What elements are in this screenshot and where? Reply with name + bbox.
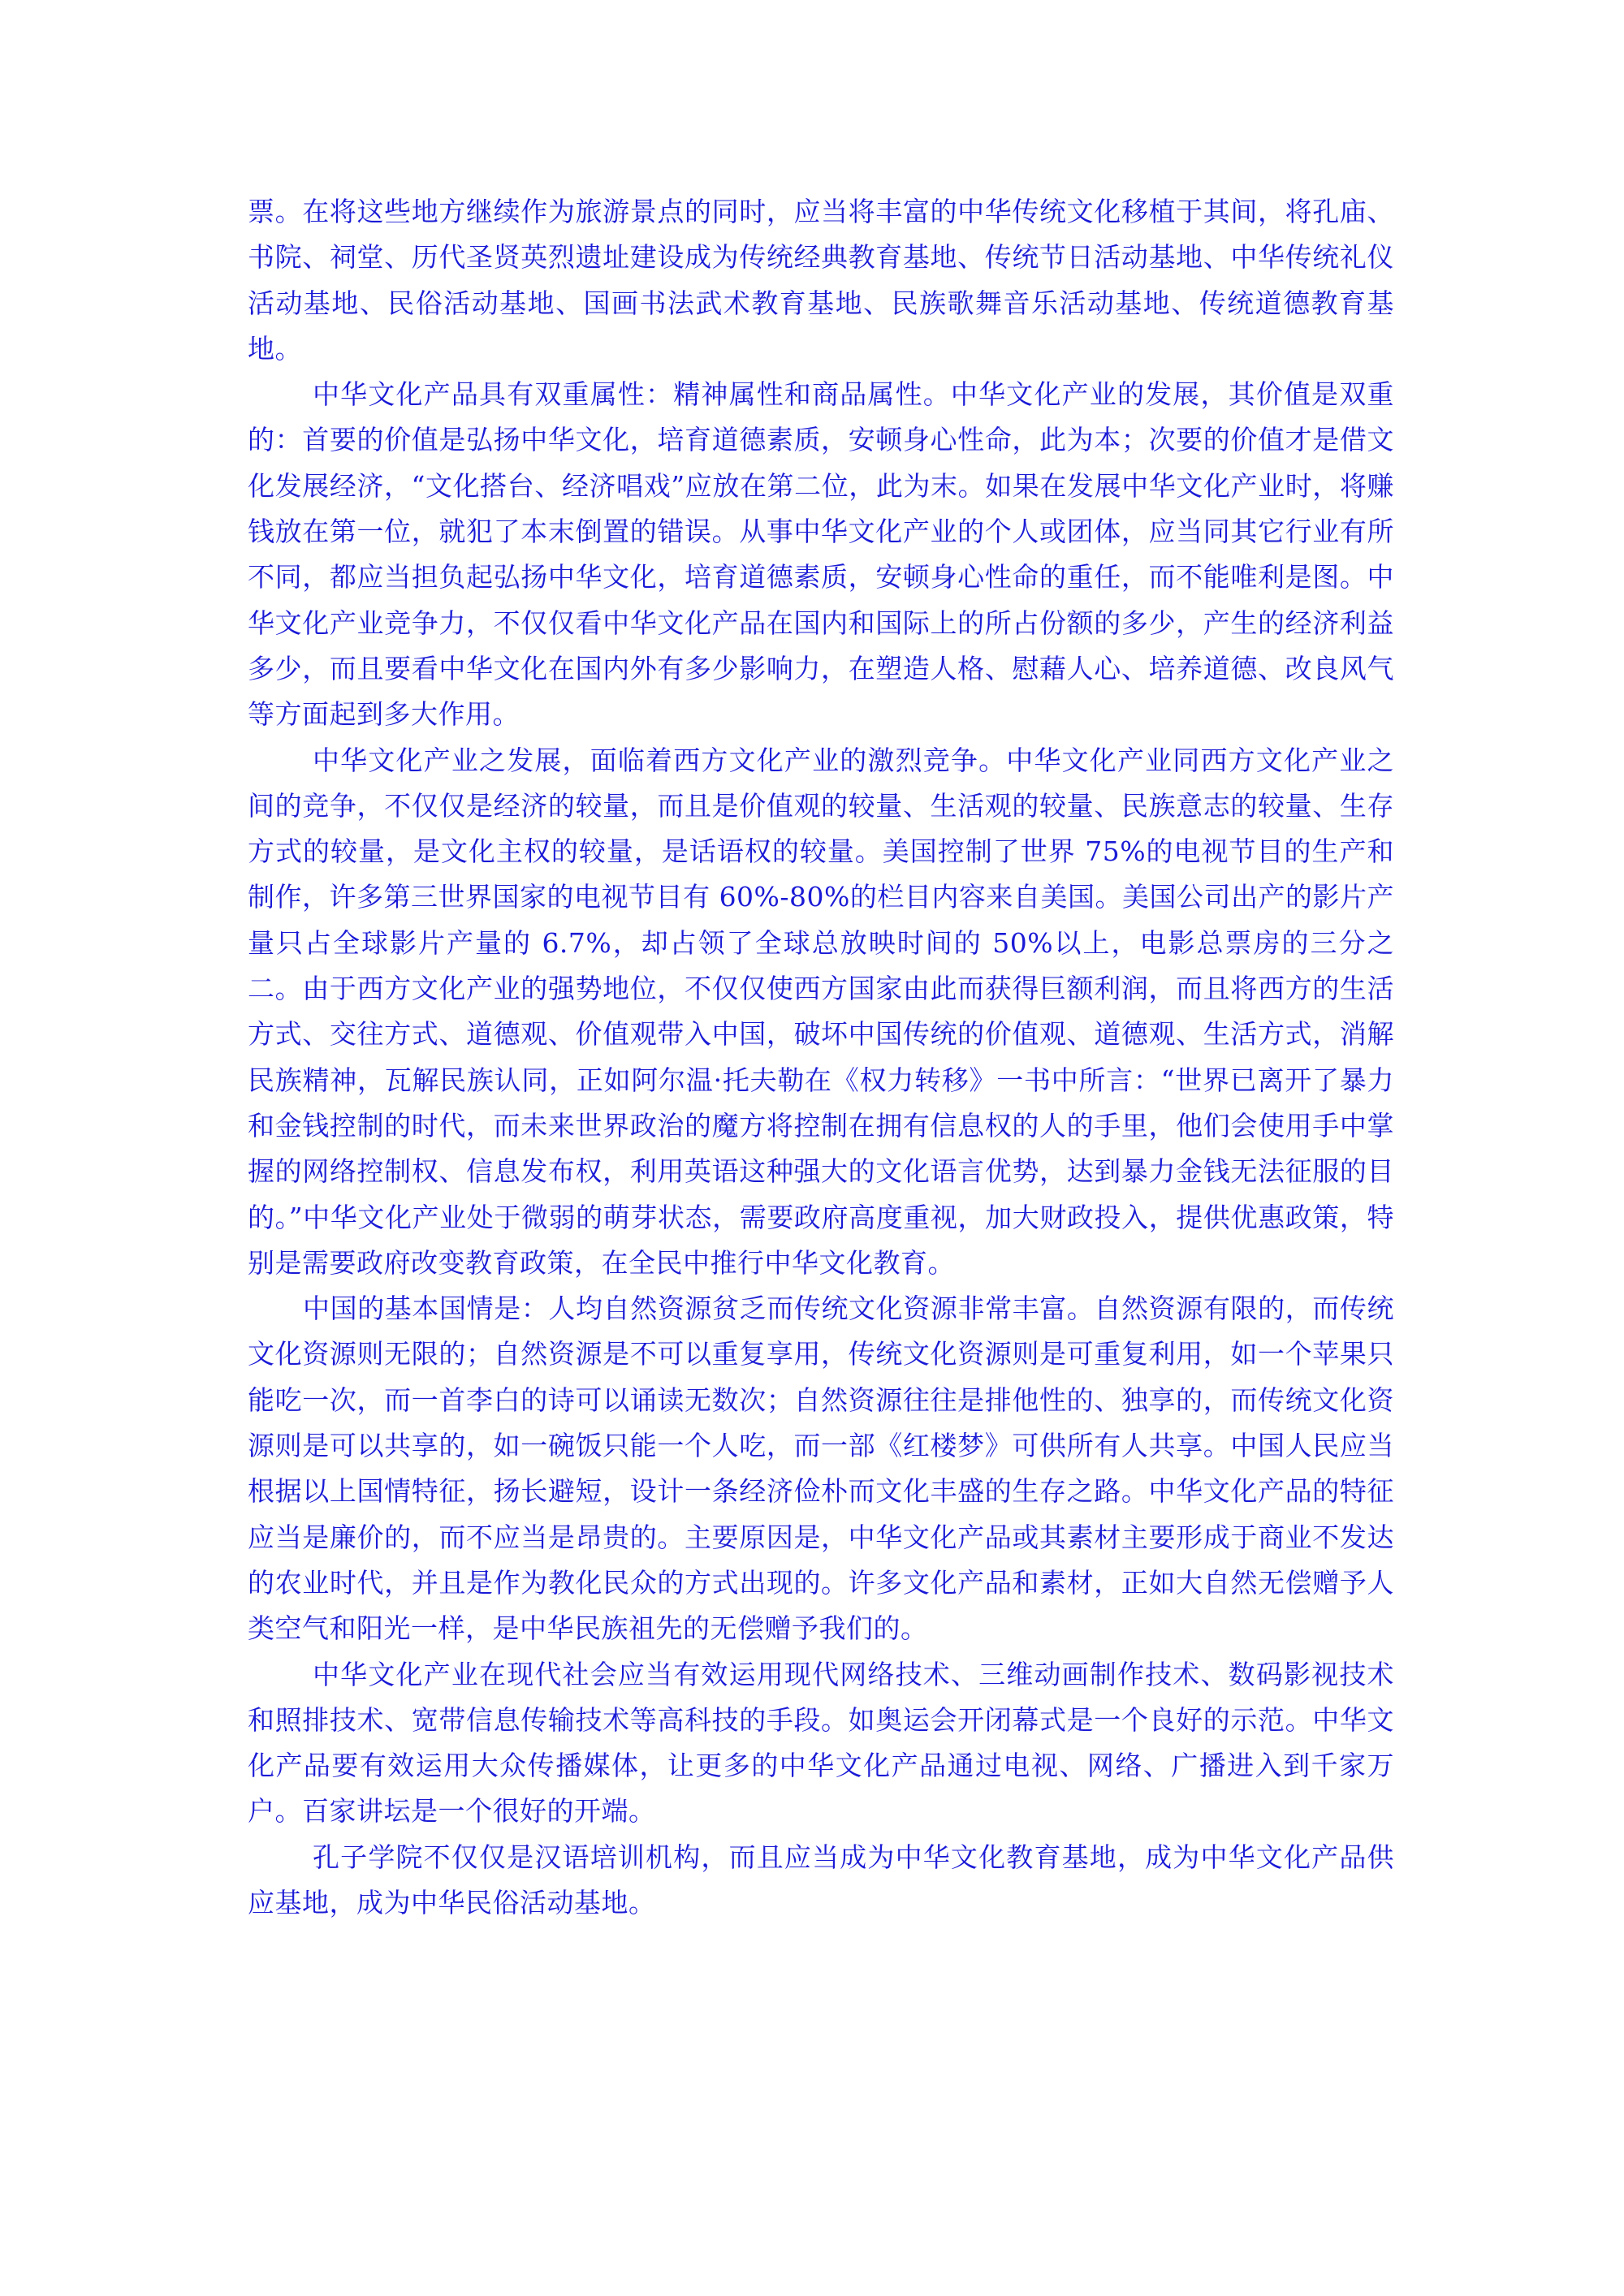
paragraph-6: 孔子学院不仅仅是汉语培训机构，而且应当成为中华文化教育基地，成为中华文化产品供应基地，成为中华民俗活动基地。 (248, 1841, 1394, 1918)
paragraph-5: 中华文化产业在现代社会应当有效运用现代网络技术、三维动画制作技术、数码影视技术和照排技术、宽带信息传输技术等高科技的手段。如奥运会开闭幕式是一个良好的示范。中华文化产品要有效运用大众传播媒体，让更多的中华文化产品通过电视、网络、广播进入到千家万户。百家讲坛是一个很好的开端。 (248, 1658, 1394, 1828)
paragraph-2: 中华文化产品具有双重属性：精神属性和商品属性。中华文化产业的发展，其价值是双重的：首要的价值是弘扬中华文化，培育道德素质，安顿身心性命，此为本；次要的价值才是借文化发展经济，“文化搭台、经济唱戏”应放在第二位，此为末。如果在发展中华文化产业时，将赚钱放在第一位，就犯了本末倒置的错误。从事中华文化产业的个人或团体，应当同其它行业有所不同，都应当担负起弘扬中华文化，培育道德素质，安顿身心性命的重任，而不能唯利是图。中华文化产业竞争力，不仅仅看中华文化产品在国内和国际上的所占份额的多少，产生的经济利益多少，而且要看中华文化在国内外有多少影响力，在塑造人格、慰藉人心、培养道德、改良风气等方面起到多大作用。 (248, 378, 1394, 731)
paragraph-1: 票。在将这些地方继续作为旅游景点的同时，应当将丰富的中华传统文化移植于其间，将孔庙、书院、祠堂、历代圣贤英烈遗址建设成为传统经典教育基地、传统节日活动基地、中华传统礼仪活动基地、民俗活动基地、国画书法武术教育基地、民族歌舞音乐活动基地、传统道德教育基地。 (248, 196, 1394, 365)
paragraph-3: 中华文化产业之发展，面临着西方文化产业的激烈竞争。中华文化产业同西方文化产业之间的竞争，不仅仅是经济的较量，而且是价值观的较量、生活观的较量、民族意志的较量、生存方式的较量，是文化主权的较量，是话语权的较量。美国控制了世界 75%的电视节目的生产和制作，许多第三世界国家的电视节目有 60%-80%的栏目内容来自美国。美国公司出产的影片产量只占全球影片产量的 6.7%，却占领了全球总放映时间的 50%以上，电影总票房的三分之二。由于西方文化产业的强势地位，不仅仅使西方国家由此而获得巨额利润，而且将西方的生活方式、交往方式、道德观、价值观带入中国，破坏中国传统的价值观、道德观、生活方式，消解民族精神，瓦解民族认同，正如阿尔温·托夫勒在《权力转移》一书中所言：“世界已离开了暴力和金钱控制的时代，而未来世界政治的魔方将控制在拥有信息权的人的手里，他们会使用手中掌握的网络控制权、信息发布权，利用英语这种强大的文化语言优势，达到暴力金钱无法征服的目的。”中华文化产业处于微弱的萌芽状态，需要政府高度重视，加大财政投入，提供优惠政策，特别是需要政府改变教育政策，在全民中推行中华文化教育。 (248, 744, 1394, 1279)
paragraph-4: 中国的基本国情是：人均自然资源贫乏而传统文化资源非常丰富。自然资源有限的，而传统文化资源则无限的；自然资源是不可以重复享用，传统文化资源则是可重复利用，如一个苹果只能吃一次，而一首李白的诗可以诵读无数次；自然资源往往是排他性的、独享的，而传统文化资源则是可以共享的，如一碗饭只能一个人吃，而一部《红楼梦》可供所有人共享。中国人民应当根据以上国情特征，扬长避短，设计一条经济俭朴而文化丰盛的生存之路。中华文化产品的特征应当是廉价的，而不应当是昂贵的。主要原因是，中华文化产品或其素材主要形成于商业不发达的农业时代，并且是作为教化民众的方式出现的。许多文化产品和素材，正如大自然无偿赠予人类空气和阳光一样，是中华民族祖先的无偿赠予我们的。 (248, 1293, 1394, 1645)
body-text (248, 189, 1394, 1926)
